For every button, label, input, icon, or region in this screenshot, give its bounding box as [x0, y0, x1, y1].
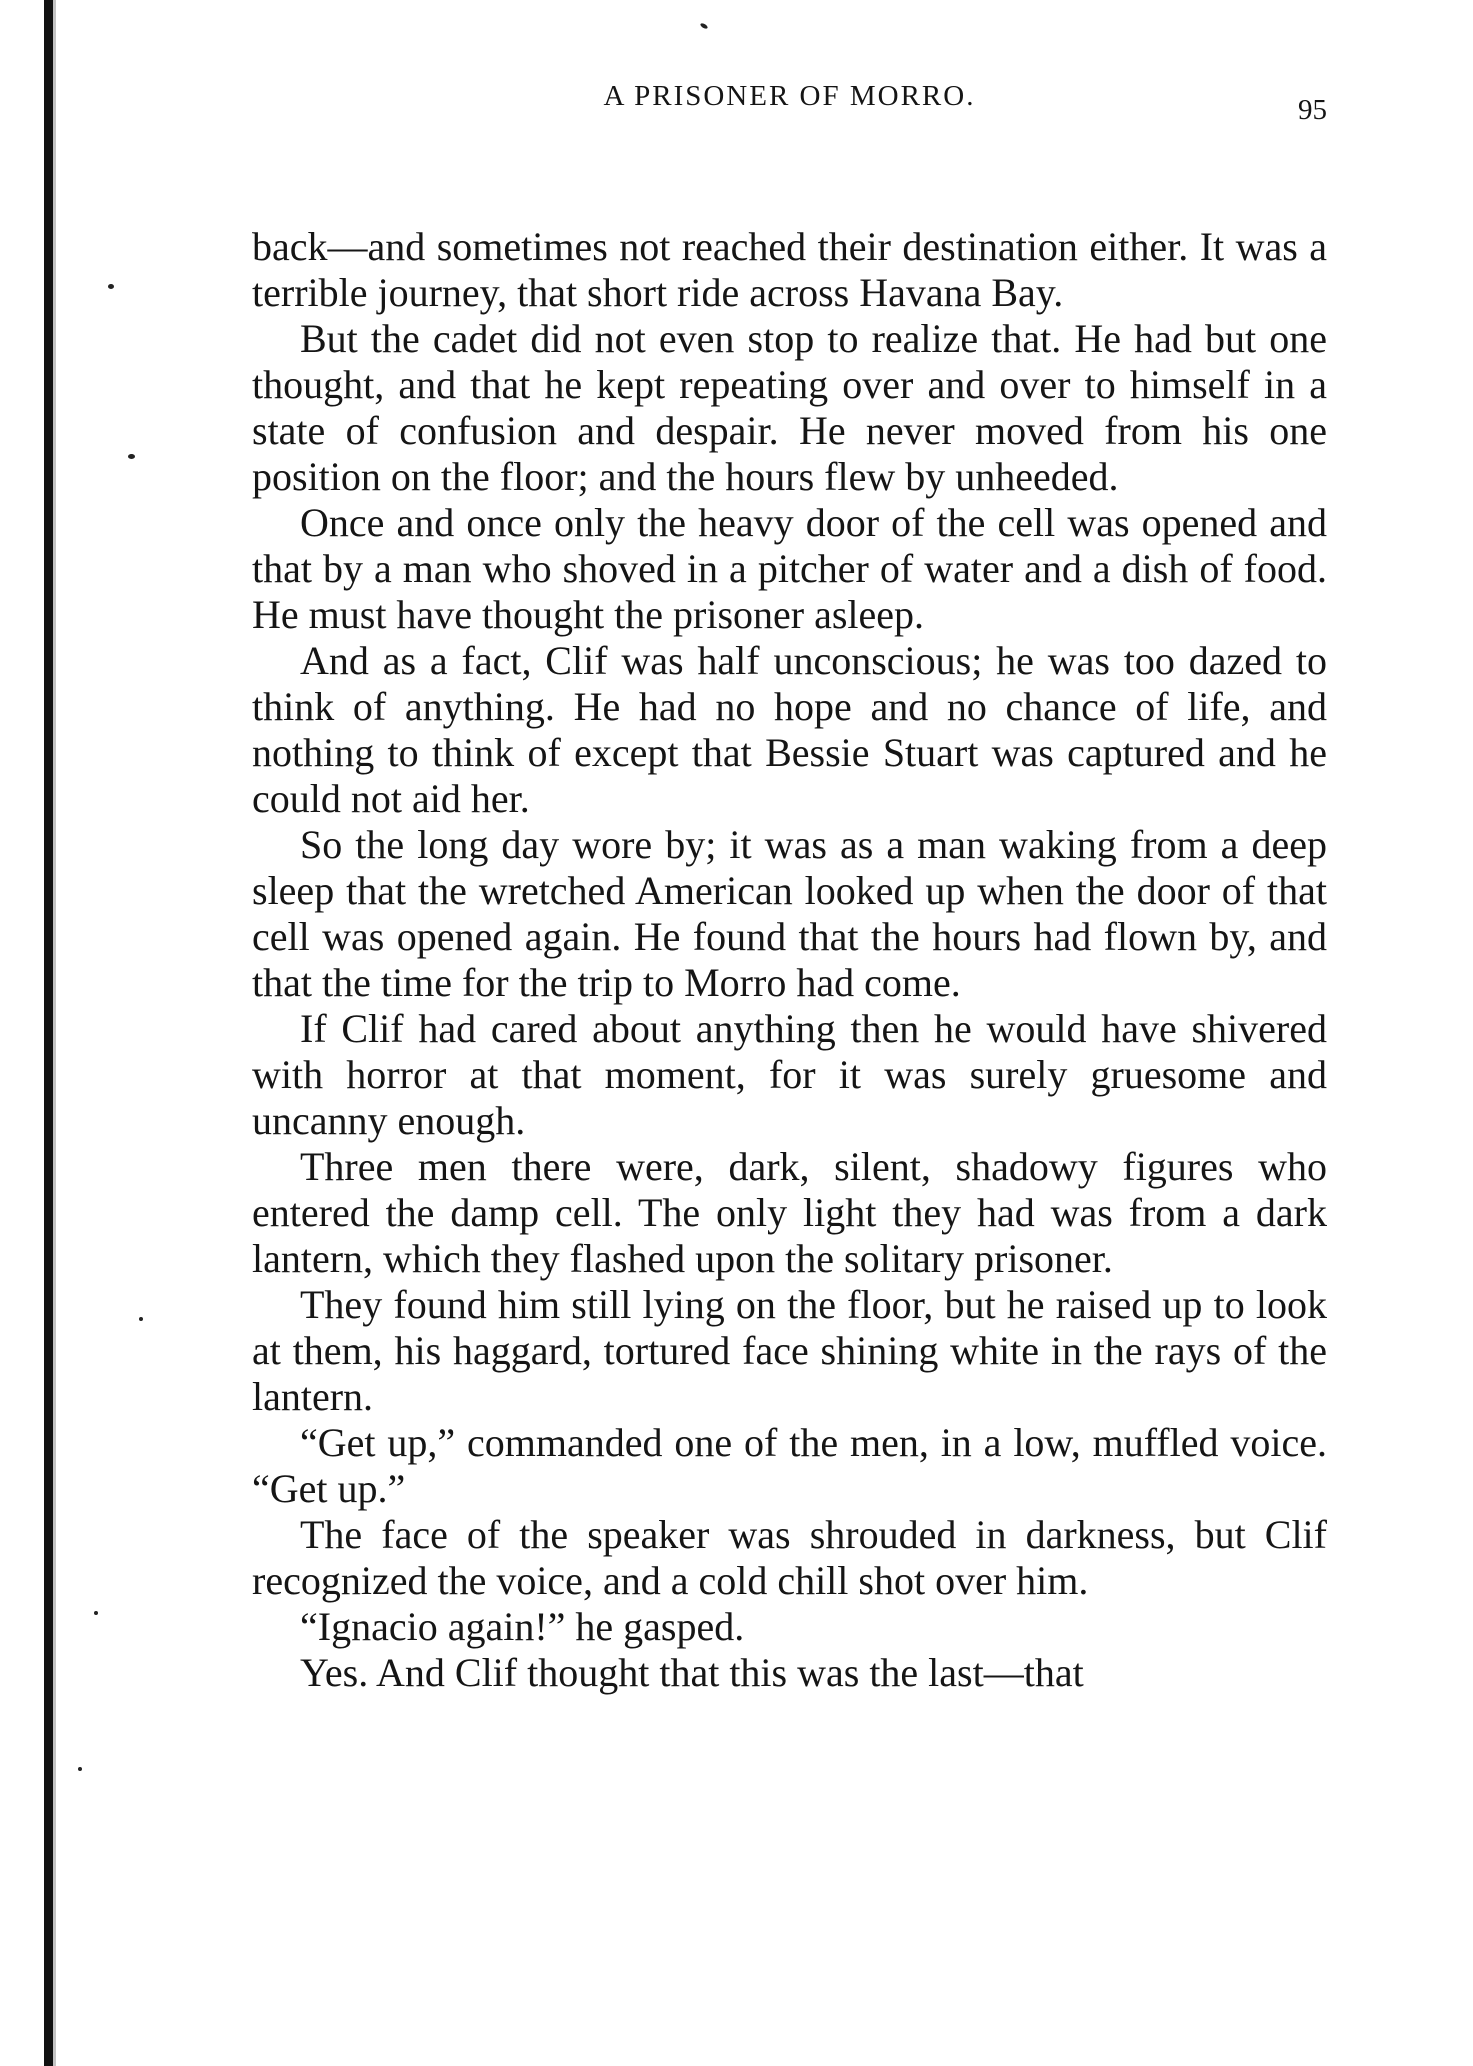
print-speck [78, 1767, 82, 1771]
running-title: A PRISONER OF MORRO. [603, 80, 976, 112]
paragraph: If Clif had cared about anything then he would have shivered with horror at that moment, for it was surely gruesome and uncanny enough. [252, 1006, 1327, 1143]
running-head [252, 72, 1327, 136]
binding-edge-shadow [53, 0, 56, 2066]
paragraph: And as a fact, Clif was half unconscious; he was too dazed to think of anything. He had no hope and no chance of life, and nothing to think of except that Bessie Stuart was captured and he could not aid her. [252, 638, 1327, 821]
book-page [252, 72, 1327, 1972]
page-number: 95 [1298, 94, 1327, 126]
print-speck [108, 284, 114, 289]
paragraph: “Get up,” commanded one of the men, in a low, muffled voice. “Get up.” [252, 1420, 1327, 1511]
paragraph: Once and once only the heavy door of the cell was opened and that by a man who shoved in a pitcher of water and a dish of food. He must have thought the prisoner asleep. [252, 500, 1327, 637]
paragraph: So the long day wore by; it was as a man waking from a deep sleep that the wretched American looked up when the door of that cell was opened again. He found that the hours had flown by, and that the time for the trip to Morro had come. [252, 822, 1327, 1005]
paragraph: The face of the speaker was shrouded in darkness, but Clif recognized the voice, and a cold chill shot over him. [252, 1512, 1327, 1603]
paragraph: “Ignacio again!” he gasped. [300, 1604, 745, 1649]
body-text [252, 224, 1327, 1696]
paragraph: But the cadet did not even stop to realize that. He had but one thought, and that he kept repeating over and over to himself in a state of confusion and despair. He never moved from his one position on the floor; and the hours flew by unheeded. [252, 316, 1327, 499]
paragraph: Yes. And Clif thought that this was the last—that [300, 1650, 1084, 1695]
print-speck [700, 22, 709, 29]
print-speck [128, 454, 135, 459]
print-speck [94, 1611, 98, 1615]
paragraph: They found him still lying on the floor, but he raised up to look at them, his haggard, tortured face shining white in the rays of the lantern. [252, 1282, 1327, 1419]
paragraph: back—and sometimes not reached their destination either. It was a terrible journey, that short ride across Havana Bay. [252, 224, 1327, 315]
paragraph: Three men there were, dark, silent, shadowy figures who entered the damp cell. The only light they had was from a dark lantern, which they flashed upon the solitary prisoner. [252, 1144, 1327, 1281]
print-speck [139, 1317, 143, 1321]
binding-edge [44, 0, 53, 2066]
